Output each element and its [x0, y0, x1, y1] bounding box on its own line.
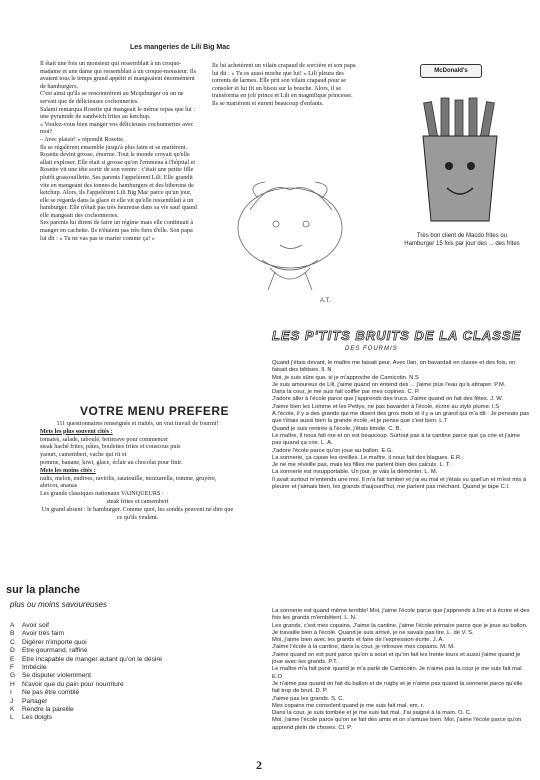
list-item: G Se disputer violemment: [10, 672, 91, 680]
quote: Moi, j'aime l'école parce qu'on se fait des amis et on s'amuse bien. Moi, j'aime l'école parce qu'on apprend plein de choses. Cl. P.: [272, 717, 522, 731]
list-item: H N'avoir que du pain pour nourriture: [10, 680, 124, 688]
list-item: I Ne pas être comblé: [10, 689, 80, 697]
fries-drawing: [405, 96, 515, 226]
menu-line: Les grands classiques nationaux VAINQUEURS :: [40, 490, 164, 498]
story-left-column: [40, 60, 198, 242]
mcdonalds-sign: McDonald's: [420, 64, 482, 78]
story-right-column: [212, 62, 360, 108]
menu-line: tomates, salade, taboulé, betterave pour commencer: [40, 435, 169, 443]
quote: Il avait surtout m'entends une moi. Il m'a fait tomber et j'ai eu mal et j'étais vu quel'un et m'est mis à pleurer et j'aimais bien, les grands d'aujourd'hui, me parlent pas méchant. Quand je tape C.I.: [272, 476, 527, 491]
quote: La sonnerie, ça casse les oreilles. Le maître, il nous fait des blagues. E.R.: [272, 454, 462, 461]
story-paragraph: Ses parents lui dirent de faire un régime mais elle continuait à manger en cachette. Ils n'étaient pas très fiers d'elle. Son papa lui dit : « Tu ne vas pas te marier comme ça! »: [40, 219, 194, 242]
planche-subtitle: plus ou moins savoureuses: [10, 600, 107, 609]
quote: La sonnerie est quand même terrible! Moi, j'aime l'école parce que j'apprends à lire et à écrire et des fois les grands m'embêtent. L. N.: [272, 608, 530, 622]
quote: Moi, j'aime bien avec les grands et faire de l'expression écrite. J. A.: [272, 637, 445, 644]
menu-line: steak frites et camembert: [106, 497, 169, 505]
quote: Quand je suis rentrée à l'école, j'étais timide. C. B.: [272, 425, 402, 432]
quote: La sonnerie est insupportable. Un jour, je vais la démonter. L. M.: [272, 469, 438, 476]
quote: Mes copains me consolent quand je me suis fait mal. em. r.: [272, 702, 425, 709]
menu-line: yaourt, camembert, vache qui rit et: [40, 451, 127, 459]
list-item: K Rendre la pareille: [10, 706, 74, 714]
quote: Moi, je suis sûre que, si je m'approche de Camicotin. N.S: [272, 374, 419, 381]
quote: J'adore l'école parce qu'on joue au ballon. E.G.: [272, 447, 393, 454]
menu-body: [40, 420, 235, 521]
classe-quotes-top: [272, 360, 530, 491]
menu-heading: Mets les moins cités :: [40, 466, 96, 474]
page-number: 2: [256, 758, 262, 772]
menu-line: radis, melon, endives, raviolis, ratatouille, mozzarella, tomme, gruyère, abricot, ananas: [40, 474, 217, 490]
quote: Je suis amoureux de Lili, j'aime quand on entend des ... j'aime plus l'eau qu'à attraper. P.M.: [272, 381, 506, 388]
story-paragraph: « Voulez-vous bien manger vos délicieuses cochonneries avec moi?: [40, 120, 194, 136]
classe-quotes-bottom: [272, 608, 530, 732]
quote: Le maître m'a fait punir quand je m'a parlé de Camicotin. Je n'aime pas la cour je me suis fait mal. E.O: [272, 666, 524, 680]
quote: Quand j'étais devant, le maître me faisait peur. Avec Ilan, on bavardait en classe et des fois, on faisait des bêtises. Il. N: [272, 360, 516, 374]
list-item: J Partager: [10, 697, 48, 705]
story-title: Les mangeries de Lili Big Mac: [130, 44, 230, 51]
menu-title: VOTRE MENU PREFERE: [80, 404, 230, 418]
quote: Les grands, c'est mes copains. J'aime la cantine, j'aime l'école primaire parce que je joue au ballon. Je travaille bien à l'école. Quand je suis arrivé, je ne savais pas lire. L. de V. S.: [272, 622, 528, 636]
list-item: C Digérer n'importe quoi: [10, 638, 87, 646]
classe-subtitle: DES FOURMIS: [345, 346, 398, 352]
list-item: D Etre gourmand, raffiné: [10, 647, 88, 655]
list-item: L Les doigts: [10, 714, 53, 722]
quote: Dans la cour, je suis tombée et je me suis fait mal. J'ai saigné à la main. O. C.: [272, 710, 472, 717]
list-item: F Imbécile: [10, 664, 47, 672]
menu-line: Un grand absent : le hamburger. Comme quoi, les sondés peuvent ne dire que ce qu'ils veulent.: [41, 505, 234, 521]
list-item: E Etre incapable de manger autant qu'on le désire: [10, 655, 163, 663]
quote: Je ne me réveille pas, mais les filles me parlent bien des calculs. L. T.: [272, 462, 451, 469]
story-paragraph: Salami remarqua Rosette qui mangeait le même repas que lui : une pyramide de sandwich frites au ketchup.: [40, 105, 195, 121]
quote: J'aime bien les Lomme et les Pettys, ne pas bavarder à l'école, écrire au stylo plume. I.S: [272, 403, 500, 410]
quote: À l'école, il y a des grands qui me disent des gros mots et il y a un grand qui m'a dit : Je pensais pas que t'étais aussi bien la grande école, et je pense que c'est bien. L.T: [272, 411, 530, 425]
quote: Je n'aime pas quand on fait du ballon et de rugby et je n'aime pas quand la sonnerie parce qu'elle fait trop de bruit. D. P.: [272, 680, 523, 695]
lili-drawing: [210, 140, 370, 310]
list-item: B Avoir très faim: [10, 630, 65, 638]
story-paragraph: – Avec plaisir! » répondit Rosette.: [40, 135, 125, 143]
story-paragraph: Ils se régalèrent ensemble jusqu'à plus faim et se marièrent. Rosette devint grosse, énorme. Tout le monde croyait qu'elle allait exploser. Elle était si grosse qu'on l'emmena à l'hôpital et Rosette vit une tête sortir de son ventre : c'était une petite fille plutôt grassouillette. Ses parents l'appelèrent Lili. Elle grandit vite en mangeant des tonnes de hamburgers et des biberons de ketchup. Alors, ils l'appelèrent Lili Big Mac parce qu'un jour, elle se regarda dans la glace et elle vit qu'elle ressemblait à un hamburger. Elle n'était pas très heureuse dans sa vie sauf quand elle mangeait des cochonneries.: [40, 143, 197, 219]
quote: J'aime pas les grands. S. C.: [272, 695, 344, 702]
quote: Le maître, il nous fait rire et on est beaucoup. Surtout pas à la cantine parce que ça crie et j'aime pas quand ça crie. L. A.: [272, 432, 520, 447]
story-paragraph: Il était une fois un monsieur qui ressemblait à un croque-madame et une dame qui ressemblait à un croque-monsieur. Ils avaient tous le temps grand appétit et mangeaient énormément de hamburgers.: [40, 60, 197, 90]
story-paragraph: C'est ainsi qu'ils se rencontrèrent au Mcquburger où on ne servait que de délicieuses cochonneries.: [40, 90, 184, 105]
menu-line: 111 questionnaires renseignés et traités, un vrai travail de fourmi!: [56, 420, 219, 427]
planche-list: [10, 622, 240, 723]
classe-title: LES P'TITS BRUITS DE LA CLASSE: [272, 328, 522, 343]
quote: Dans la cour, je me suis fait coiffer par mes copines. C. P.: [272, 389, 420, 396]
fries-caption: Très bon client de Macdo frites ou Hamburger 15 fois par jour des ... des frites: [404, 233, 520, 247]
planche-title: sur la planche: [6, 584, 80, 596]
quote: J'aime l'école à la cantine, dans la cour, je retrouve mes copains. M. M.: [272, 644, 455, 651]
menu-line: steak haché frites, pâtes, boulettes frites et couscous puis: [40, 443, 181, 451]
list-item: A Avoir soif: [10, 622, 49, 629]
menu-line: pomme, banane, kiwi, glace, éclair au chocolat pour finir.: [40, 458, 183, 466]
quote: J'adore aller à l'école parce que j'apprends des trucs. J'aime quand on fait des fêtes. J. W.: [272, 396, 503, 403]
quote: J'aime quand on est puni parce qu'on a souri et qu'on fait les trente tours et aussi j'aime quand je joue avec les grands. P.T.: [272, 651, 521, 666]
drawing-signature: A.T.: [320, 298, 331, 304]
menu-heading: Mets les plus souvent cités :: [40, 427, 113, 435]
story-paragraph: Ils lui achetèrent un vilain crapaud de sorcière et son papa lui dit : « Tu es aussi moche que lui! » Lili pleura des torrents de larmes. Elle prit son vilain crapaud pour se consoler et lui fit un bisou sur la bouche. Alors, il se transforma en joli prince et Lili en magnifique princesse. Ils se marièrent et eurent beaucoup d'enfants.: [212, 62, 356, 107]
